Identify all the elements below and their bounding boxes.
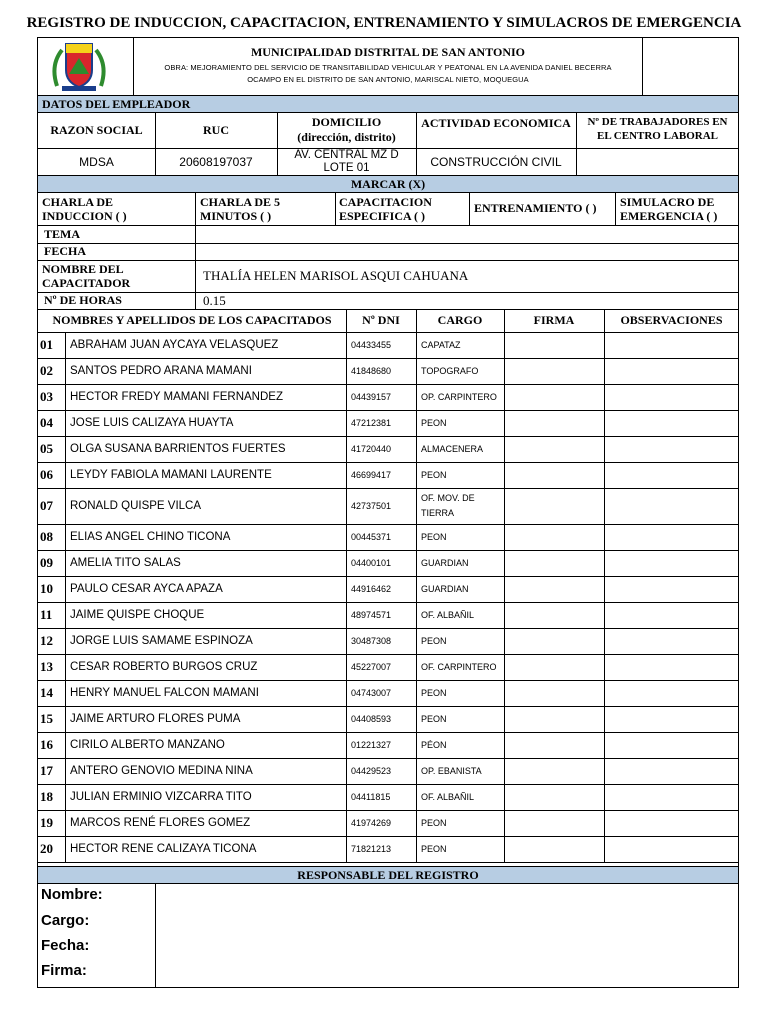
trabajadores-value[interactable]	[576, 148, 739, 175]
attendee-observaciones-cell[interactable]	[605, 655, 738, 680]
attendee-firma-cell[interactable]	[505, 385, 604, 410]
attendee-cargo-line1: TOPOGRAFO	[421, 365, 479, 376]
capacitador-label-line1: NOMBRE DEL	[42, 262, 124, 276]
attendee-name: JULIAN ERMINIO VIZCARRA TITO	[70, 791, 252, 803]
row-number: 15	[40, 711, 53, 726]
firma-header: FIRMA	[533, 313, 575, 327]
charla-induccion-option[interactable]	[42, 195, 127, 223]
row-number: 12	[40, 633, 53, 648]
attendee-observaciones-cell[interactable]	[605, 577, 738, 602]
attendee-name: HECTOR FREDY MAMANI FERNANDEZ	[70, 391, 283, 403]
attendee-dni: 04429523	[351, 766, 392, 776]
attendee-firma-cell[interactable]	[505, 811, 604, 836]
attendee-cargo-line1: PEON	[421, 843, 447, 854]
trabajadores-header	[576, 115, 739, 143]
attendee-cargo-line2: TIERRA	[421, 508, 455, 518]
row-number: 13	[40, 659, 53, 674]
attendee-cargo-line1: CAPATAZ	[421, 339, 461, 350]
trabajadores-header-line1: Nº DE TRABAJADORES EN	[587, 116, 728, 128]
attendee-cargo	[421, 332, 504, 358]
trabajadores-header-line2: EL CENTRO LABORAL	[596, 130, 719, 142]
domicilio-value-line2: LOTE 01	[323, 161, 370, 174]
row-number: 09	[40, 555, 53, 570]
attendee-cargo-line1: PEON	[421, 635, 447, 646]
responsable-title: RESPONSABLE DEL REGISTRO	[297, 868, 479, 882]
row-number: 16	[40, 737, 53, 752]
attendee-firma-cell[interactable]	[505, 629, 604, 654]
attendee-firma-cell[interactable]	[505, 551, 604, 576]
actividad-value: CONSTRUCCIÓN CIVIL	[430, 154, 562, 169]
observaciones-header: OBSERVACIONES	[620, 313, 723, 327]
row-number: 11	[40, 607, 53, 622]
municipal-logo	[52, 40, 106, 92]
attendee-observaciones-cell[interactable]	[605, 603, 738, 628]
attendee-name: HENRY MANUEL FALCON MAMANI	[70, 687, 259, 699]
attendee-cargo	[421, 358, 504, 384]
attendee-dni: 46699417	[351, 470, 392, 480]
attendee-cargo-line1: OF. ALBAÑIL	[421, 791, 475, 802]
attendee-observaciones-cell[interactable]	[605, 629, 738, 654]
attendee-dni: 04400101	[351, 558, 392, 568]
attendee-firma-cell[interactable]	[505, 681, 604, 706]
attendee-cargo-line1: PEON	[421, 687, 447, 698]
attendee-name: MARCOS RENÉ FLORES GOMEZ	[70, 817, 251, 829]
attendee-name: ABRAHAM JUAN AYCAYA VELASQUEZ	[70, 339, 279, 351]
obra-line-1: OBRA: MEJORAMIENTO DEL SERVICIO DE TRANSITABILIDAD VEHICULAR Y PEATONAL EN LA AVENIDA DANIEL BECERRA	[164, 63, 612, 72]
attendee-name: JOSE LUIS CALIZAYA HUAYTA	[70, 417, 234, 429]
attendee-name: PAULO CESAR AYCA APAZA	[70, 583, 223, 595]
row-number: 04	[40, 415, 53, 430]
attendee-cargo	[421, 602, 504, 628]
document-title: REGISTRO DE INDUCCION, CAPACITACION, ENTRENAMIENTO Y SIMULACROS DE EMERGENCIA	[26, 15, 742, 31]
attendee-cargo	[421, 410, 504, 436]
attendee-cargo	[421, 462, 504, 488]
attendee-firma-cell[interactable]	[505, 577, 604, 602]
responsable-firma-label: Firma:	[41, 962, 87, 979]
tema-value[interactable]	[203, 225, 733, 243]
simulacro-line2: EMERGENCIA ( )	[620, 209, 718, 223]
row-number: 10	[40, 581, 53, 596]
razon-social-value: MDSA	[79, 154, 114, 169]
attendee-firma-cell[interactable]	[505, 655, 604, 680]
organization-name: MUNICIPALIDAD DISTRITAL DE SAN ANTONIO	[250, 45, 526, 59]
attendee-observaciones-cell[interactable]	[605, 837, 738, 862]
attendee-cargo	[421, 706, 504, 732]
marcar-title: MARCAR (X)	[350, 177, 426, 191]
attendee-observaciones-cell[interactable]	[605, 681, 738, 706]
attendee-dni: 04743007	[351, 688, 392, 698]
capacitador-label	[42, 262, 130, 290]
attendee-cargo-line1: PEON	[421, 469, 447, 480]
domicilio-header-line2: (dirección, distrito)	[297, 130, 396, 144]
attendee-name: LEYDY FABIOLA MAMANI LAURENTE	[70, 469, 272, 481]
attendee-cargo	[421, 836, 504, 862]
row-number: 20	[40, 841, 53, 856]
attendee-observaciones-cell[interactable]	[605, 437, 738, 462]
attendee-name: JORGE LUIS SAMAME ESPINOZA	[70, 635, 253, 647]
actividad-header: ACTIVIDAD ECONOMICA	[421, 116, 571, 130]
attendee-firma-cell[interactable]	[505, 707, 604, 732]
capacitador-value[interactable]: THALÍA HELEN MARISOL ASQUI CAHUANA	[203, 268, 469, 283]
attendee-cargo	[421, 654, 504, 680]
row-number: 03	[40, 389, 53, 404]
responsable-fecha-label: Fecha:	[41, 937, 90, 954]
nombres-header: NOMBRES Y APELLIDOS DE LOS CAPACITADOS	[52, 313, 332, 327]
attendee-firma-cell[interactable]	[505, 463, 604, 488]
attendee-dni: 47212381	[351, 418, 392, 428]
attendee-observaciones-cell[interactable]	[605, 463, 738, 488]
attendee-cargo	[421, 810, 504, 836]
attendee-name: CIRILO ALBERTO MANZANO	[70, 739, 225, 751]
attendee-cargo-line1: PEON	[421, 713, 447, 724]
attendee-cargo	[421, 784, 504, 810]
charla-induccion-line2: INDUCCION ( )	[42, 209, 127, 223]
attendee-cargo	[421, 732, 504, 758]
attendee-cargo	[421, 758, 504, 784]
capacitador-label-line2: CAPACITADOR	[42, 276, 131, 290]
responsable-entry-area[interactable]	[156, 884, 738, 987]
domicilio-header-line1: DOMICILIO	[311, 115, 382, 129]
row-number: 01	[40, 337, 53, 352]
domicilio-value-line1: AV. CENTRAL MZ D	[294, 149, 399, 161]
attendee-firma-cell[interactable]	[505, 525, 604, 550]
attendee-name: JAIME QUISPE CHOQUE	[70, 609, 205, 621]
row-number: 18	[40, 789, 53, 804]
attendee-dni: 41720440	[351, 444, 392, 454]
attendee-dni: 48974571	[351, 610, 392, 620]
row-number: 14	[40, 685, 53, 700]
attendee-cargo-line1: PEON	[421, 417, 447, 428]
attendee-observaciones-cell[interactable]	[605, 811, 738, 836]
charla-5-line1: CHARLA DE 5	[200, 195, 281, 209]
ruc-value: 20608197037	[179, 154, 253, 169]
entrenamiento-option[interactable]: ENTRENAMIENTO ( )	[474, 201, 597, 215]
horas-label: Nº DE HORAS	[44, 293, 122, 307]
attendee-firma-cell[interactable]	[505, 333, 604, 358]
attendee-firma-cell[interactable]	[505, 603, 604, 628]
domicilio-header	[277, 115, 416, 145]
attendee-observaciones-cell[interactable]	[605, 385, 738, 410]
attendee-name: CESAR ROBERTO BURGOS CRUZ	[70, 661, 258, 673]
attendee-cargo-line1: OF. ALBAÑIL	[421, 609, 475, 620]
simulacro-option[interactable]	[620, 195, 717, 223]
fecha-value[interactable]	[203, 243, 733, 260]
razon-social-header: RAZON SOCIAL	[50, 122, 143, 137]
attendee-observaciones-cell[interactable]	[605, 525, 738, 550]
attendee-cargo	[421, 524, 504, 550]
attendee-observaciones-cell[interactable]	[605, 759, 738, 784]
employer-section-title: DATOS DEL EMPLEADOR	[42, 97, 191, 111]
attendee-cargo-line1: GUARDIAN	[421, 583, 469, 594]
attendee-cargo-line1: PEON	[421, 817, 447, 828]
responsable-cargo-label: Cargo:	[41, 912, 90, 929]
attendee-firma-cell[interactable]	[505, 785, 604, 810]
simulacro-line1: SIMULACRO DE	[620, 195, 715, 209]
attendee-observaciones-cell[interactable]	[605, 785, 738, 810]
attendee-cargo-line1: PÉON	[421, 739, 447, 750]
attendee-name: ANTERO GENOVIO MEDINA NINA	[70, 765, 253, 777]
attendee-firma-cell[interactable]	[505, 837, 604, 862]
cargo-header: CARGO	[437, 313, 483, 327]
attendee-firma-cell[interactable]	[505, 489, 604, 524]
attendee-name: OLGA SUSANA BARRIENTOS FUERTES	[70, 443, 286, 455]
attendee-dni: 30487308	[351, 636, 392, 646]
attendee-observaciones-cell[interactable]	[605, 333, 738, 358]
attendee-firma-cell[interactable]	[505, 359, 604, 384]
attendee-cargo	[421, 576, 504, 602]
attendee-name: JAIME ARTURO FLORES PUMA	[70, 713, 241, 725]
attendee-observaciones-cell[interactable]	[605, 733, 738, 758]
attendee-cargo	[421, 680, 504, 706]
ruc-header: RUC	[203, 122, 229, 137]
attendee-cargo-line1: OF. MOV. DE	[421, 493, 475, 503]
attendee-observaciones-cell[interactable]	[605, 359, 738, 384]
attendee-name: ELIAS ANGEL CHINO TICONA	[70, 531, 231, 543]
row-number: 05	[40, 441, 53, 456]
attendee-dni: 71821213	[351, 844, 392, 854]
charla-5-minutos-option[interactable]	[200, 195, 280, 223]
attendee-observaciones-cell[interactable]	[605, 551, 738, 576]
attendee-observaciones-cell[interactable]	[605, 707, 738, 732]
attendee-firma-cell[interactable]	[505, 437, 604, 462]
attendee-dni: 42737501	[351, 501, 392, 511]
attendee-cargo	[421, 384, 504, 410]
attendee-dni: 01221327	[351, 740, 392, 750]
attendee-firma-cell[interactable]	[505, 733, 604, 758]
attendee-cargo-line1: OF. CARPINTERO	[421, 661, 497, 672]
attendee-dni: 00445371	[351, 532, 392, 542]
tema-label: TEMA	[44, 226, 80, 241]
row-number: 06	[40, 467, 53, 482]
attendee-cargo-line1: ALMACENERA	[421, 443, 484, 454]
attendee-cargo-line1: GUARDIAN	[421, 557, 469, 568]
attendee-firma-cell[interactable]	[505, 411, 604, 436]
attendee-dni: 04411815	[351, 792, 391, 802]
horas-value[interactable]: 0.15	[203, 292, 226, 308]
attendee-cargo	[421, 550, 504, 576]
attendee-dni: 04408593	[351, 714, 392, 724]
attendee-cargo-line1: OP. EBANISTA	[421, 765, 482, 776]
charla-induccion-line1: CHARLA DE	[42, 195, 114, 209]
attendee-observaciones-cell[interactable]	[605, 489, 738, 524]
attendee-dni: 41848680	[351, 366, 392, 376]
fecha-label: FECHA	[44, 244, 86, 258]
capacitacion-option[interactable]	[339, 195, 432, 223]
domicilio-value	[277, 149, 416, 174]
attendee-firma-cell[interactable]	[505, 759, 604, 784]
attendee-observaciones-cell[interactable]	[605, 411, 738, 436]
attendee-dni: 04433455	[351, 340, 392, 350]
obra-line-2: OCAMPO EN EL DISTRITO DE SAN ANTONIO, MARISCAL NIETO, MOQUEGUA	[247, 75, 529, 84]
row-number: 07	[40, 498, 53, 513]
attendee-cargo	[421, 628, 504, 654]
responsable-nombre-label: Nombre:	[41, 886, 103, 903]
attendee-name: SANTOS PEDRO ARANA MAMANI	[70, 365, 252, 377]
attendee-dni: 44916462	[351, 584, 392, 594]
dni-header: Nº DNI	[362, 313, 400, 327]
attendee-name: RONALD QUISPE VILCA	[70, 500, 202, 512]
row-number: 19	[40, 815, 53, 830]
attendee-name: AMELIA TITO SALAS	[70, 557, 181, 569]
charla-5-line2: MINUTOS ( )	[200, 209, 272, 223]
capacitacion-line1: CAPACITACION	[339, 195, 432, 209]
attendee-cargo	[421, 436, 504, 462]
attendee-dni: 45227007	[351, 662, 392, 672]
row-number: 17	[40, 763, 53, 778]
attendee-name: HECTOR RENE CALIZAYA TICONA	[70, 843, 257, 855]
capacitacion-line2: ESPECIFICA ( )	[339, 209, 426, 223]
row-number: 02	[40, 363, 53, 378]
attendee-cargo-line1: PEON	[421, 531, 447, 542]
attendee-dni: 41974269	[351, 818, 392, 828]
attendee-dni: 04439157	[351, 392, 392, 402]
attendee-cargo	[421, 488, 504, 524]
attendee-cargo-line1: OP. CARPINTERO	[421, 391, 497, 402]
row-number: 08	[40, 529, 53, 544]
